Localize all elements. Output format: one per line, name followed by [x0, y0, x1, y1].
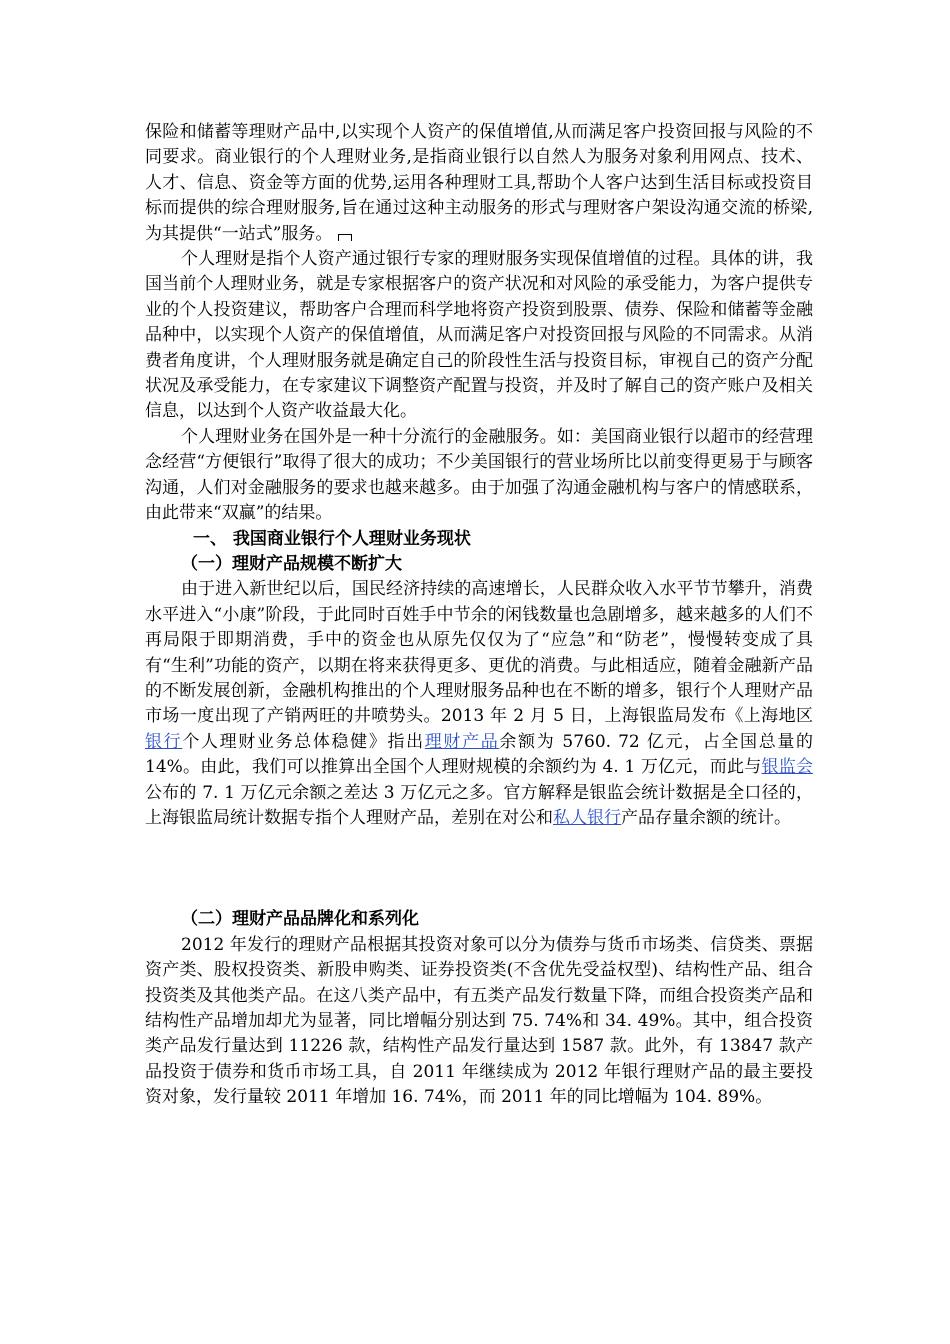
- paragraph-4-text-3: 余额为 5760. 72 亿元，占全国总量的 14%。由此，我们可以推算出全国个人理财规模的余额约为 4. 1 万亿元，而此与: [145, 731, 814, 778]
- document-body: [145, 120, 813, 1111]
- subsection-heading-1: （一）理财产品规模不断扩大: [181, 553, 402, 574]
- blank-gap: [145, 831, 813, 907]
- paragraph-2: 个人理财是指个人资产通过银行专家的理财服务实现保值增值的过程。具体的讲，我国当前个人理财业务，就是专家根据客户的资产状况和对风险的承受能力，为客户提供专业的个人投资建议，帮助客户合理而科学地将资产投资到股票、债券、保险和储蓄等金融品种中，以实现个人资产的保值增值，从而满足客户对投资回报与风险的不同需求。从消费者角度讲，个人理财服务就是确定自己的阶段性生活与投资目标，审视自己的资产分配状况及承受能力，在专家建议下调整资产配置与投资，并及时了解自己的资产账户及相关信息，以达到个人资产收益最大化。: [145, 249, 813, 422]
- paragraph-4-text-1: 由于进入新世纪以后，国民经济持续的高速增长，人民群众收入水平节节攀升，消费水平进入“小康”阶段，于此同时百姓手中节余的闲钱数量也急剧增多，越来越多的人们不再局限于即期消费，手中的资金也从原先仅仅为了“应急”和“防老”，慢慢转变成了具有“生利”功能的资产，以期在将来获得更多、更优的消费。与此相适应，随着金融新产品的不断发展创新，金融机构推出的个人理财服务品种也在不断的增多，银行个人理财产品市场一度出现了产销两旺的井喷势头。2013 年 2 月 5 日，上海银监局发布《上海地区: [145, 579, 813, 727]
- link-private-bank[interactable]: 私人银行: [553, 807, 621, 828]
- paragraph-3: 个人理财业务在国外是一种十分流行的金融服务。如：美国商业银行以超市的经营理念经营“方便银行”取得了很大的成功；不少美国银行的营业场所比以前变得更易于与顾客沟通，人们对金融服务的要求也越来越多。由于加强了沟通金融机构与客户的情感联系，由此带来“双赢”的结果。: [145, 426, 813, 524]
- paragraph-mark-icon: [338, 234, 352, 241]
- paragraph-5: 2012 年发行的理财产品根据其投资对象可以分为债券与货币市场类、信贷类、票据资产类、股权投资类、新股申购类、证券投资类(不含优先受益权型)、结构性产品、组合投资类及其他类产品。在这八类产品中，有五类产品发行数量下降，而组合投资类产品和结构性产品增加却尤为显著，同比增幅分别达到 75. 74%和 34. 49%。其中，组合投资类产品发行量达到 11226 款，结构性产品发行量达到 1587 款。此外，有 13847 款产品投资于债券和货币市场工具，自 2011 年继续成为 2012 年银行理财产品的最主要投资对象，发行量较 2011 年增加 16. 74%，而 2011 年的同比增幅为 104. 89%。: [145, 934, 813, 1108]
- paragraph-1-text: 保险和储蓄等理财产品中,以实现个人资产的保值增值,从而满足客户投资回报与风险的不同要求。商业银行的个人理财业务,是指商业银行以自然人为服务对象利用网点、技术、人才、信息、资金等方面的优势,运用各种理财工具,帮助个人客户达到生活目标或投资目标而提供的综合理财服务,旨在通过这种主动服务的形式与理财客户架设沟通交流的桥梁,为其提供“一站式”服务。: [145, 122, 813, 244]
- paragraph-4-text-2: 个人理财业务总体稳健》指出: [182, 731, 425, 752]
- paragraph-4: [145, 577, 813, 831]
- link-cbrc[interactable]: 银监会: [761, 757, 814, 778]
- paragraph-1: [145, 120, 813, 247]
- subsection-heading-2: （二）理财产品品牌化和系列化: [181, 909, 419, 930]
- paragraph-4-text-5: 产品存量余额的统计。: [621, 807, 791, 828]
- link-bank[interactable]: 银行: [145, 731, 183, 752]
- link-wealth-product[interactable]: 理财产品: [424, 731, 500, 752]
- section-heading: 一、 我国商业银行个人理财业务现状: [193, 528, 471, 549]
- paragraph-4-text-4: 公布的 7. 1 万亿元余额之差达 3 万亿元之多。官方解释是银监会统计数据是全口径的，上海银监局统计数据专指个人理财产品，差别在对公和: [145, 782, 813, 828]
